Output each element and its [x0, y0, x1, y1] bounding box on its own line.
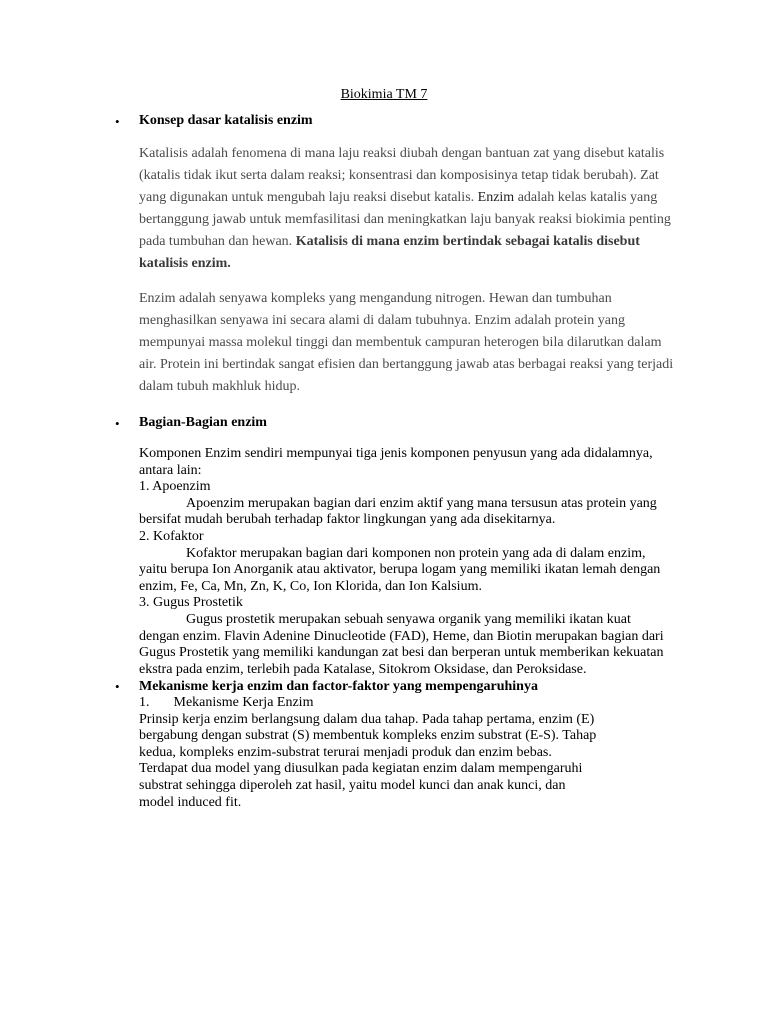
- bullet-marker: •: [115, 114, 120, 129]
- text-line: bergabung dengan substrat (S) membentuk kompleks enzim substrat (E-S). Tahap: [139, 728, 597, 744]
- text-line: antara lain:: [139, 462, 202, 478]
- sub-number: 1.: [139, 695, 150, 710]
- text-line: Gugus prostetik merupakan sebuah senyawa organik yang memiliki ikatan kuat: [186, 611, 631, 627]
- sub-heading-mekanisme-kerja: [139, 695, 674, 712]
- text-line: model induced fit.: [139, 794, 242, 810]
- section-body-bagian: [139, 446, 674, 678]
- list-item-apoenzim: 1. Apoenzim: [139, 479, 211, 495]
- paragraph-enzim: Enzim adalah senyawa kompleks yang mengandung nitrogen. Hewan dan tumbuhan menghasilkan senyawa ini secara alami di dalam tubuhnya. Enzim adalah protein yang mempunyai massa molekul tinggi dan membentuk campuran heterogen bila dilarutkan dalam air. Protein ini bertindak sangat efisien dan bertanggung jawab atas berbagai reaksi yang terjadi dalam tubuh makhluk hidup.: [139, 291, 674, 394]
- section-heading-mekanisme: Mekanisme kerja enzim dan factor-faktor yang mempengaruhinya: [139, 679, 538, 694]
- text-line: kedua, kompleks enzim-substrat terurai menjadi produk dan enzim bebas.: [139, 744, 552, 760]
- paragraph-katalisis: [139, 143, 679, 275]
- section-heading-bagian: Bagian-Bagian enzim: [139, 415, 267, 430]
- text-line: Gugus Prostetik yang memiliki kandungan zat besi dan berperan untuk memberikan kekuatan: [139, 645, 664, 661]
- section-heading-konsep: Konsep dasar katalisis enzim: [139, 113, 313, 128]
- text-line: bersifat mudah berubah terhadap faktor lingkungan yang ada disekitarnya.: [139, 512, 556, 528]
- text-line: Terdapat dua model yang diusulkan pada kegiatan enzim dalam mempengaruhi: [139, 761, 583, 777]
- list-item-kofaktor: 2. Kofaktor: [139, 528, 204, 544]
- bullet-marker: •: [115, 679, 120, 694]
- text-line: Kofaktor merupakan bagian dari komponen non protein yang ada di dalam enzim,: [186, 545, 646, 561]
- list-item-gugus-prostetik: 3. Gugus Prostetik: [139, 595, 243, 611]
- document-title: Biokimia TM 7: [340, 87, 428, 102]
- sub-title: Mekanisme Kerja Enzim: [173, 695, 314, 710]
- text-line: Komponen Enzim sendiri mempunyai tiga jenis komponen penyusun yang ada didalamnya,: [139, 446, 653, 461]
- section-body-mekanisme: [139, 695, 674, 811]
- paragraph-text: Katalisis adalah fenomena di mana laju reaksi diubah dengan bantuan zat yang disebut katalis (katalis tidak ikut serta dalam reaksi; konsentrasi dan komposisinya tetap tidak berubah). Zat yang digunakan untuk mengubah laju reaksi disebut katalis.: [139, 146, 665, 205]
- bold-definition: Katalisis di mana enzim bertindak sebagai katalis disebut katalisis enzim.: [139, 234, 640, 271]
- term-enzim: Enzim: [477, 190, 515, 205]
- text-line: enzim, Fe, Ca, Mn, Zn, K, Co, Ion Klorida, dan Ion Kalsium.: [139, 578, 482, 594]
- text-line: dengan enzim. Flavin Adenine Dinucleotide (FAD), Heme, dan Biotin merupakan bagian dari: [139, 628, 664, 644]
- text-line: substrat sehingga diperoleh zat hasil, yaitu model kunci dan anak kunci, dan: [139, 777, 566, 793]
- text-line: Prinsip kerja enzim berlangsung dalam dua tahap. Pada tahap pertama, enzim (E): [139, 711, 595, 727]
- text-line: ekstra pada enzim, terlebih pada Katalase, Sitokrom Oksidase, dan Peroksidase.: [139, 661, 587, 677]
- bullet-marker: •: [115, 416, 120, 431]
- text-line: yaitu berupa Ion Anorganik atau aktivator, berupa logam yang memiliki ikatan lemah dengan: [139, 562, 661, 578]
- paragraph-text: adalah kelas katalis yang bertanggung jawab untuk memfasilitasi dan meningkatkan laju banyak reaksi biokimia penting pada tumbuhan dan hewan.: [139, 190, 671, 249]
- text-line: Apoenzim merupakan bagian dari enzim aktif yang mana tersusun atas protein yang: [186, 495, 657, 511]
